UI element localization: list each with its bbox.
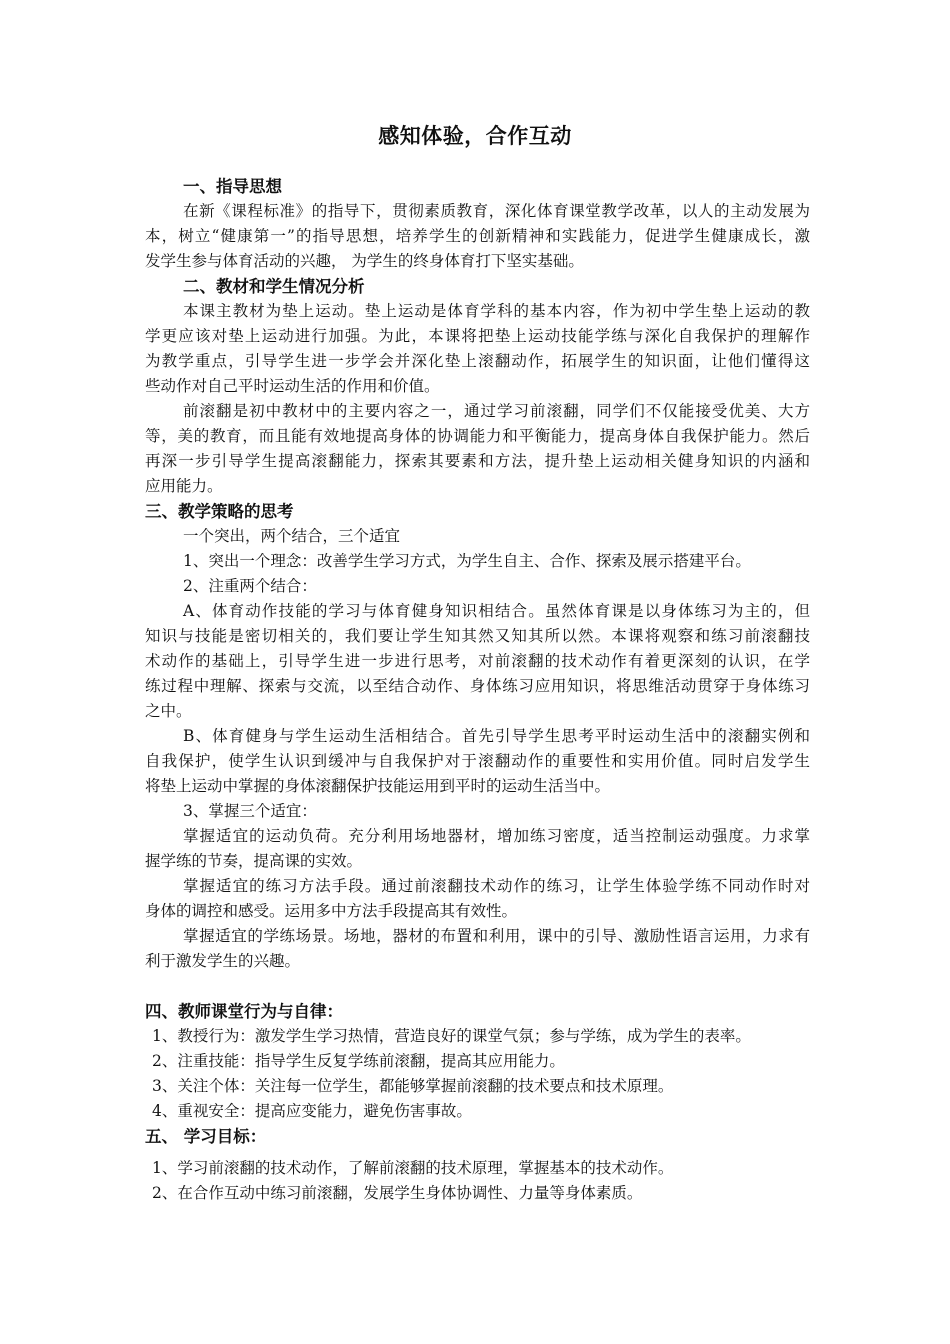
section-3-line: 3、掌握三个适宜： bbox=[183, 802, 317, 820]
section-2-paragraph-line: 等，美的教育，而且能有效地提高身体的协调能力和平衡能力，提高身体自我保护能力。然后 bbox=[145, 427, 810, 445]
section-5-list-item: 2、在合作互动中练习前滚翻，发展学生身体协调性、力量等身体素质。 bbox=[152, 1184, 643, 1202]
section-3-line: 2、注重两个结合： bbox=[183, 577, 317, 595]
section-3-paragraph-b-line: 自我保护，使学生认识到缓冲与自我保护对于滚翻动作的重要性和实用价值。同时启发学生 bbox=[145, 752, 810, 770]
section-3-paragraph-d-line: 身体的调控和感受。运用多中方法手段提高其有效性。 bbox=[145, 902, 518, 920]
section-1-heading: 一、指导思想 bbox=[183, 177, 282, 196]
section-2-paragraph-line: 为教学重点，引导学生进一步学会并深化垫上滚翻动作，拓展学生的知识面，让他们懂得这 bbox=[145, 352, 810, 370]
document-title: 感知体验，合作互动 bbox=[378, 124, 572, 148]
section-4-list-item: 1、教授行为：激发学生学习热情，营造良好的课堂气氛；参与学练，成为学生的表率。 bbox=[152, 1027, 751, 1045]
section-3-paragraph-e-line: 利于激发学生的兴趣。 bbox=[145, 952, 301, 970]
section-3-paragraph-e-line: 掌握适宜的学练场景。场地，器材的布置和利用，课中的引导、激励性语言运用，力求有 bbox=[183, 927, 810, 945]
section-2-paragraph-line: 学更应该对垫上运动进行加强。为此，本课将把垫上运动技能学练与深化自我保护的理解作 bbox=[145, 327, 810, 345]
section-3-paragraph-a-line: 练过程中理解、探索与交流，以至结合动作、身体练习应用知识，将思维活动贯穿于身体练习 bbox=[145, 677, 810, 695]
section-5-heading: 五、 学习目标： bbox=[145, 1127, 267, 1146]
section-4-list-item: 2、注重技能：指导学生反复学练前滚翻，提高其应用能力。 bbox=[152, 1052, 565, 1070]
section-1-paragraph-line: 发学生参与体育活动的兴趣， 为学生的终身体育打下坚实基础。 bbox=[145, 252, 584, 270]
section-3-paragraph-a-line: 知识与技能是密切相关的，我们要让学生知其然又知其所以然。本课将观察和练习前滚翻技 bbox=[145, 627, 810, 645]
section-4-list-item: 4、重视安全：提高应变能力，避免伤害事故。 bbox=[152, 1102, 472, 1120]
section-3-line: 1、突出一个理念：改善学生学习方式，为学生自主、合作、探索及展示搭建平台。 bbox=[183, 552, 751, 570]
section-3-paragraph-a-line: 术动作的基础上，引导学生进一步进行思考，对前滚翻的技术动作有着更深刻的认识，在学 bbox=[145, 652, 810, 670]
section-2-heading: 二、教材和学生情况分析 bbox=[183, 277, 365, 296]
section-2-paragraph-line: 本课主教材为垫上运动。垫上运动是体育学科的基本内容，作为初中学生垫上运动的教 bbox=[183, 302, 810, 320]
section-4-heading: 四、教师课堂行为与自律： bbox=[145, 1002, 343, 1021]
section-2-paragraph-line: 再深一步引导学生提高滚翻能力，探索其要素和方法，提升垫上运动相关健身知识的内涵和 bbox=[145, 452, 810, 470]
section-3-heading: 三、教学策略的思考 bbox=[145, 502, 294, 521]
section-3-paragraph-a-line: 之中。 bbox=[145, 702, 192, 720]
section-1-paragraph-line: 在新《课程标准》的指导下，贯彻素质教育，深化体育课堂教学改革，以人的主动发展为 bbox=[183, 202, 810, 220]
section-3-paragraph-c-line: 握学练的节奏，提高课的实效。 bbox=[145, 852, 363, 870]
section-3-line: 一个突出，两个结合，三个适宜 bbox=[183, 527, 401, 545]
section-3-paragraph-c-line: 掌握适宜的运动负荷。充分利用场地器材，增加练习密度，适当控制运动强度。力求掌 bbox=[183, 827, 810, 845]
section-3-paragraph-a-line: A、体育动作技能的学习与体育健身知识相结合。虽然体育课是以身体练习为主的，但 bbox=[183, 602, 810, 620]
section-1-paragraph-line: 本，树立“健康第一”的指导思想，培养学生的创新精神和实践能力，促进学生健康成长，激 bbox=[145, 227, 810, 245]
section-3-paragraph-b-line: 将垫上运动中掌握的身体滚翻保护技能运用到平时的运动生活当中。 bbox=[145, 777, 611, 795]
section-2-paragraph-line: 应用能力。 bbox=[145, 477, 223, 495]
section-5-list-item: 1、学习前滚翻的技术动作，了解前滚翻的技术原理，掌握基本的技术动作。 bbox=[152, 1159, 674, 1177]
section-3-paragraph-d-line: 掌握适宜的练习方法手段。通过前滚翻技术动作的练习，让学生体验学练不同动作时对 bbox=[183, 877, 810, 895]
section-2-paragraph-line: 些动作对自己平时运动生活的作用和价值。 bbox=[145, 377, 440, 395]
section-4-list-item: 3、关注个体：关注每一位学生，都能够掌握前滚翻的技术要点和技术原理。 bbox=[152, 1077, 674, 1095]
section-3-paragraph-b-line: B、体育健身与学生运动生活相结合。首先引导学生思考平时运动生活中的滚翻实例和 bbox=[183, 727, 810, 745]
section-2-paragraph-line: 前滚翻是初中教材中的主要内容之一，通过学习前滚翻，同学们不仅能接受优美、大方 bbox=[183, 402, 810, 420]
